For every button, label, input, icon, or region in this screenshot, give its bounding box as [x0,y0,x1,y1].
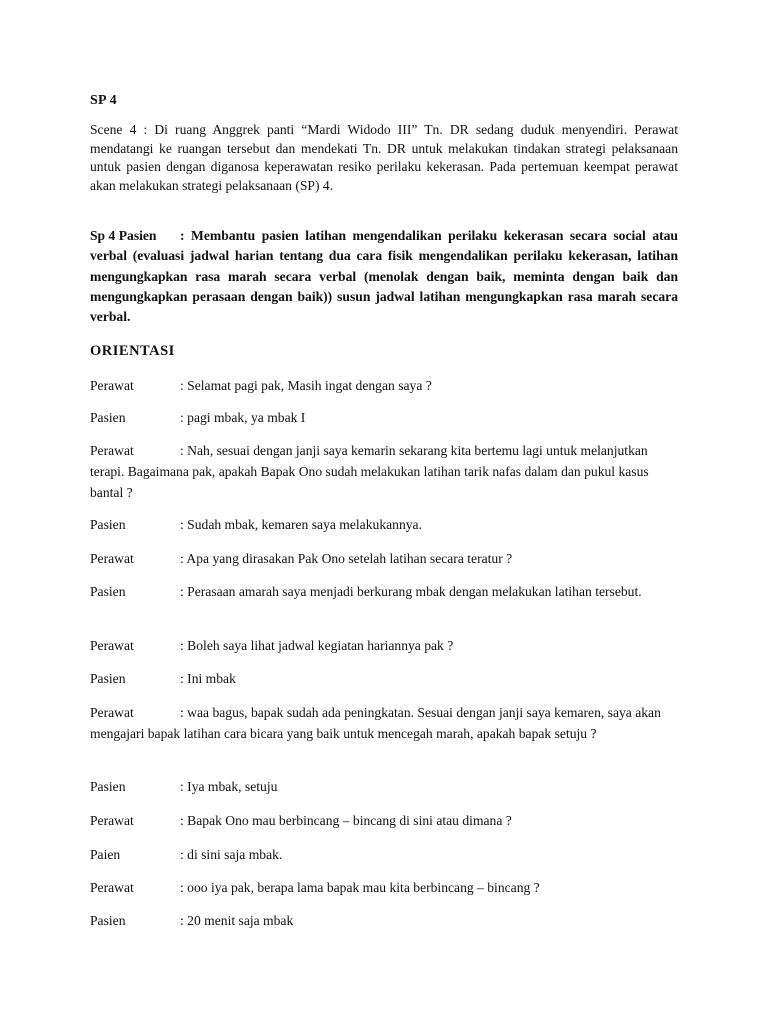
dialogue-line [90,810,678,831]
dialogue-line [90,407,678,428]
dialogue-line [90,548,678,569]
dialogue-text: : ooo iya pak, berapa lama bapak mau kita berbincang – bincang ? [180,880,540,895]
dialogue-speaker: Perawat [90,638,134,653]
document-title: SP 4 [90,93,117,108]
sp4-pasien-paragraph [90,226,678,327]
dialogue-speaker: Perawat [90,705,134,720]
dialogue-speaker: Perawat [90,880,134,895]
dialogue-speaker: Perawat [90,443,134,458]
section-heading: ORIENTASI [90,343,175,359]
sp4-pasien-text: : Membantu pasien latihan mengendalikan perilaku kekerasan secara social atau verbal (evaluasi jadwal harian tentang dua cara fisik mengendalikan perilaku kekerasan, latihan mengungkapkan rasa marah secara verbal (menolak dengan baik, meminta dengan baik dan mengungkapkan perasaan dengan baik)) susun jadwal latihan mengungkapkan rasa marah secara verbal. [90,228,678,325]
dialogue-speaker: Pasien [90,410,126,425]
dialogue-line [90,440,678,503]
dialogue-text: : Sudah mbak, kemaren saya melakukannya. [180,517,422,532]
dialogue-speaker: Pasien [90,517,126,532]
dialogue-text: : waa bagus, bapak sudah ada peningkatan. Sesuai dengan janji saya kemaren, saya akan mengajari bapak latihan cara bicara yang baik untuk mencegah marah, apakah bapak setuju ? [90,705,661,741]
dialogue-text: : di sini saja mbak. [180,847,283,862]
dialogue-speaker: Pasien [90,671,126,686]
dialogue-text: : Selamat pagi pak, Masih ingat dengan saya ? [180,378,432,393]
dialogue-text: : 20 menit saja mbak [180,913,294,928]
dialogue-text: : Apa yang dirasakan Pak Ono setelah latihan secara teratur ? [180,551,513,566]
dialogue-text: : Bapak Ono mau berbincang – bincang di sini atau dimana ? [180,813,512,828]
dialogue-speaker: Pasien [90,913,126,928]
dialogue-line [90,702,678,744]
dialogue-line [90,581,678,602]
dialogue-speaker: Perawat [90,551,134,566]
dialogue-text: : pagi mbak, ya mbak I [180,410,306,425]
dialogue-line [90,635,678,656]
scene-paragraph: Scene 4 : Di ruang Anggrek panti “Mardi Widodo III” Tn. DR sedang duduk menyendiri. Perawat mendatangi ke ruangan tersebut dan mendekati Tn. DR untuk melakukan tindakan strategi pelaksanaan untuk pasien dengan diganosa keperawatan resiko perilaku kekerasan. Pada pertemuan keempat perawat akan melakukan strategi pelaksanaan (SP) 4. [90,122,678,193]
dialogue-line [90,844,678,865]
sp4-pasien-label: Sp 4 Pasien [90,228,157,243]
dialogue-text: : Perasaan amarah saya menjadi berkurang mbak dengan melakukan latihan tersebut. [180,584,642,599]
dialogue-line [90,776,678,797]
dialogue-speaker: Pasien [90,584,126,599]
dialogue-line [90,668,678,689]
dialogue-speaker: Paien [90,847,121,862]
dialogue-line [90,877,678,898]
dialogue-text: : Ini mbak [180,671,236,686]
dialogue-line [90,910,678,931]
dialogue-text: : Iya mbak, setuju [180,779,278,794]
dialogue-text: : Boleh saya lihat jadwal kegiatan hariannya pak ? [180,638,454,653]
dialogue-speaker: Perawat [90,378,134,393]
dialogue-line [90,514,678,535]
dialogue-speaker: Perawat [90,813,134,828]
dialogue-text: : Nah, sesuai dengan janji saya kemarin sekarang kita bertemu lagi untuk melanjutkan terapi. Bagaimana pak, apakah Bapak Ono sudah melakukan latihan tarik nafas dalam dan pukul kasus bantal ? [90,443,649,500]
dialogue-speaker: Pasien [90,779,126,794]
dialogue-line [90,375,678,396]
